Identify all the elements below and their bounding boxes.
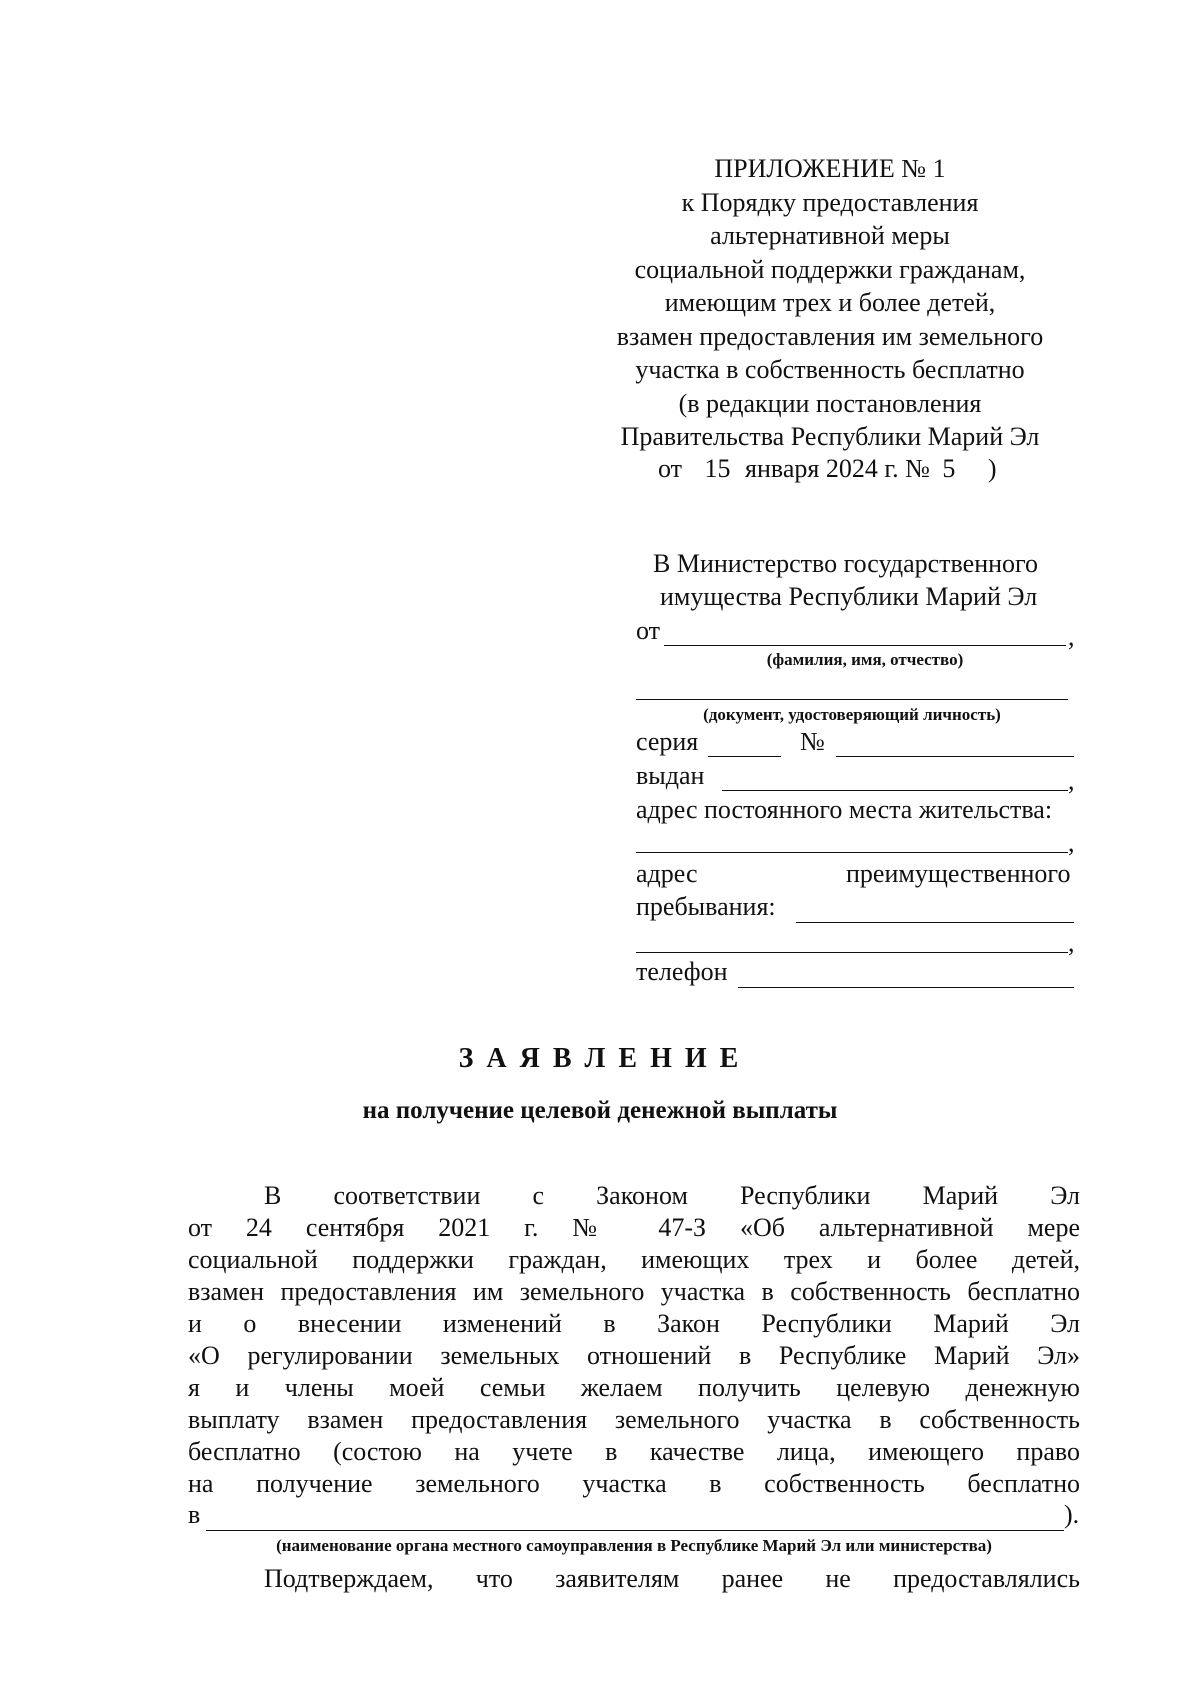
addressee-line-1: В Министерство государственного (653, 549, 1039, 578)
phone-label: телефон (636, 957, 728, 986)
from-label: от (636, 616, 661, 645)
appendix-header (600, 152, 1060, 454)
stay-address-field-2[interactable] (636, 952, 1068, 953)
series-field[interactable] (708, 756, 781, 757)
pref-address-word-1: адрес (636, 859, 698, 888)
phone-field[interactable] (738, 987, 1074, 988)
comma: , (1068, 928, 1075, 957)
permanent-address-label: адрес постоянного места жительства: (636, 795, 1053, 824)
in-label: в (188, 1500, 201, 1529)
appendix-line: имеющим трех и более детей, (664, 288, 996, 317)
body-line: от 24 сентября 2021 г. № 47-З «Об альтернативной мере (188, 1213, 1080, 1242)
document-title: З А Я В Л Е Н И Е (458, 1043, 742, 1074)
in-close: ). (1064, 1500, 1080, 1529)
body-last-line: Подтверждаем, что заявителям ранее не предоставлялись (264, 1564, 1080, 1593)
appendix-date-line (658, 454, 997, 484)
body-line: взамен предоставления им земельного участка в собственность бесплатно (188, 1277, 1080, 1306)
stay-address-field[interactable] (796, 922, 1074, 923)
permanent-address-field[interactable] (636, 852, 1068, 853)
date-rest: января 2024 г. № (745, 454, 930, 483)
issued-field[interactable] (722, 790, 1068, 791)
pref-address-word-2: преимущественного (846, 859, 1071, 888)
body-line: «О регулировании земельных отношений в Республике Марий Эл» (188, 1341, 1080, 1370)
body-line: социальной поддержки граждан, имеющих трех и более детей, (188, 1245, 1080, 1274)
identity-document-field[interactable] (636, 699, 1068, 700)
appendix-line: социальной поддержки гражданам, (634, 254, 1026, 284)
stay-label: пребывания: (636, 892, 776, 921)
fio-field[interactable] (664, 645, 1066, 646)
appendix-line: альтернативной меры (710, 221, 950, 250)
body-line: выплату взамен предоставления земельного участка в собственность (188, 1405, 1080, 1434)
close-paren: ) (987, 454, 997, 483)
comma: , (1068, 828, 1075, 857)
appendix-title: ПРИЛОЖЕНИЕ № 1 (714, 154, 946, 183)
body-line: бесплатно (состою на учете в качестве лица, имеющего право (188, 1437, 1080, 1466)
identity-document-caption: (документ, удостоверяющий личность) (703, 705, 1001, 724)
document-subtitle: на получение целевой денежной выплаты (362, 1097, 838, 1124)
body-line: В соответствии с Законом Республики Марий Эл (264, 1181, 1080, 1210)
comma: , (1068, 622, 1075, 651)
appendix-line: взамен предоставления им земельного (616, 321, 1044, 351)
addressee-line-2: имущества Республики Марий Эл (660, 582, 1038, 611)
date-day: 15 (704, 454, 731, 483)
body-line: я и члены моей семьи желаем получить целевую денежную (188, 1373, 1080, 1402)
appendix-line: Правительства Республики Марий Эл (620, 422, 1040, 451)
number-label: № (800, 727, 825, 756)
issued-label: выдан (636, 761, 705, 790)
appendix-line: (в редакции постановления (678, 388, 982, 418)
appendix-line: к Порядку предоставления (681, 187, 979, 217)
resolution-number: 5 (942, 454, 956, 483)
series-label: серия (636, 727, 699, 756)
fio-caption: (фамилия, имя, отчество) (766, 650, 964, 669)
comma: , (1068, 766, 1075, 795)
appendix-line: участка в собственность бесплатно (635, 355, 1025, 384)
body-line: и о внесении изменений в Закон Республики Марий Эл (188, 1309, 1080, 1338)
document-number-field[interactable] (836, 756, 1074, 757)
body-line: на получение земельного участка в собственность бесплатно (188, 1469, 1080, 1498)
date-prefix: от (658, 454, 683, 483)
local-authority-caption: (наименование органа местного самоуправления в Республике Марий Эл или министерства) (276, 1536, 992, 1555)
local-authority-field[interactable] (206, 1530, 1064, 1531)
